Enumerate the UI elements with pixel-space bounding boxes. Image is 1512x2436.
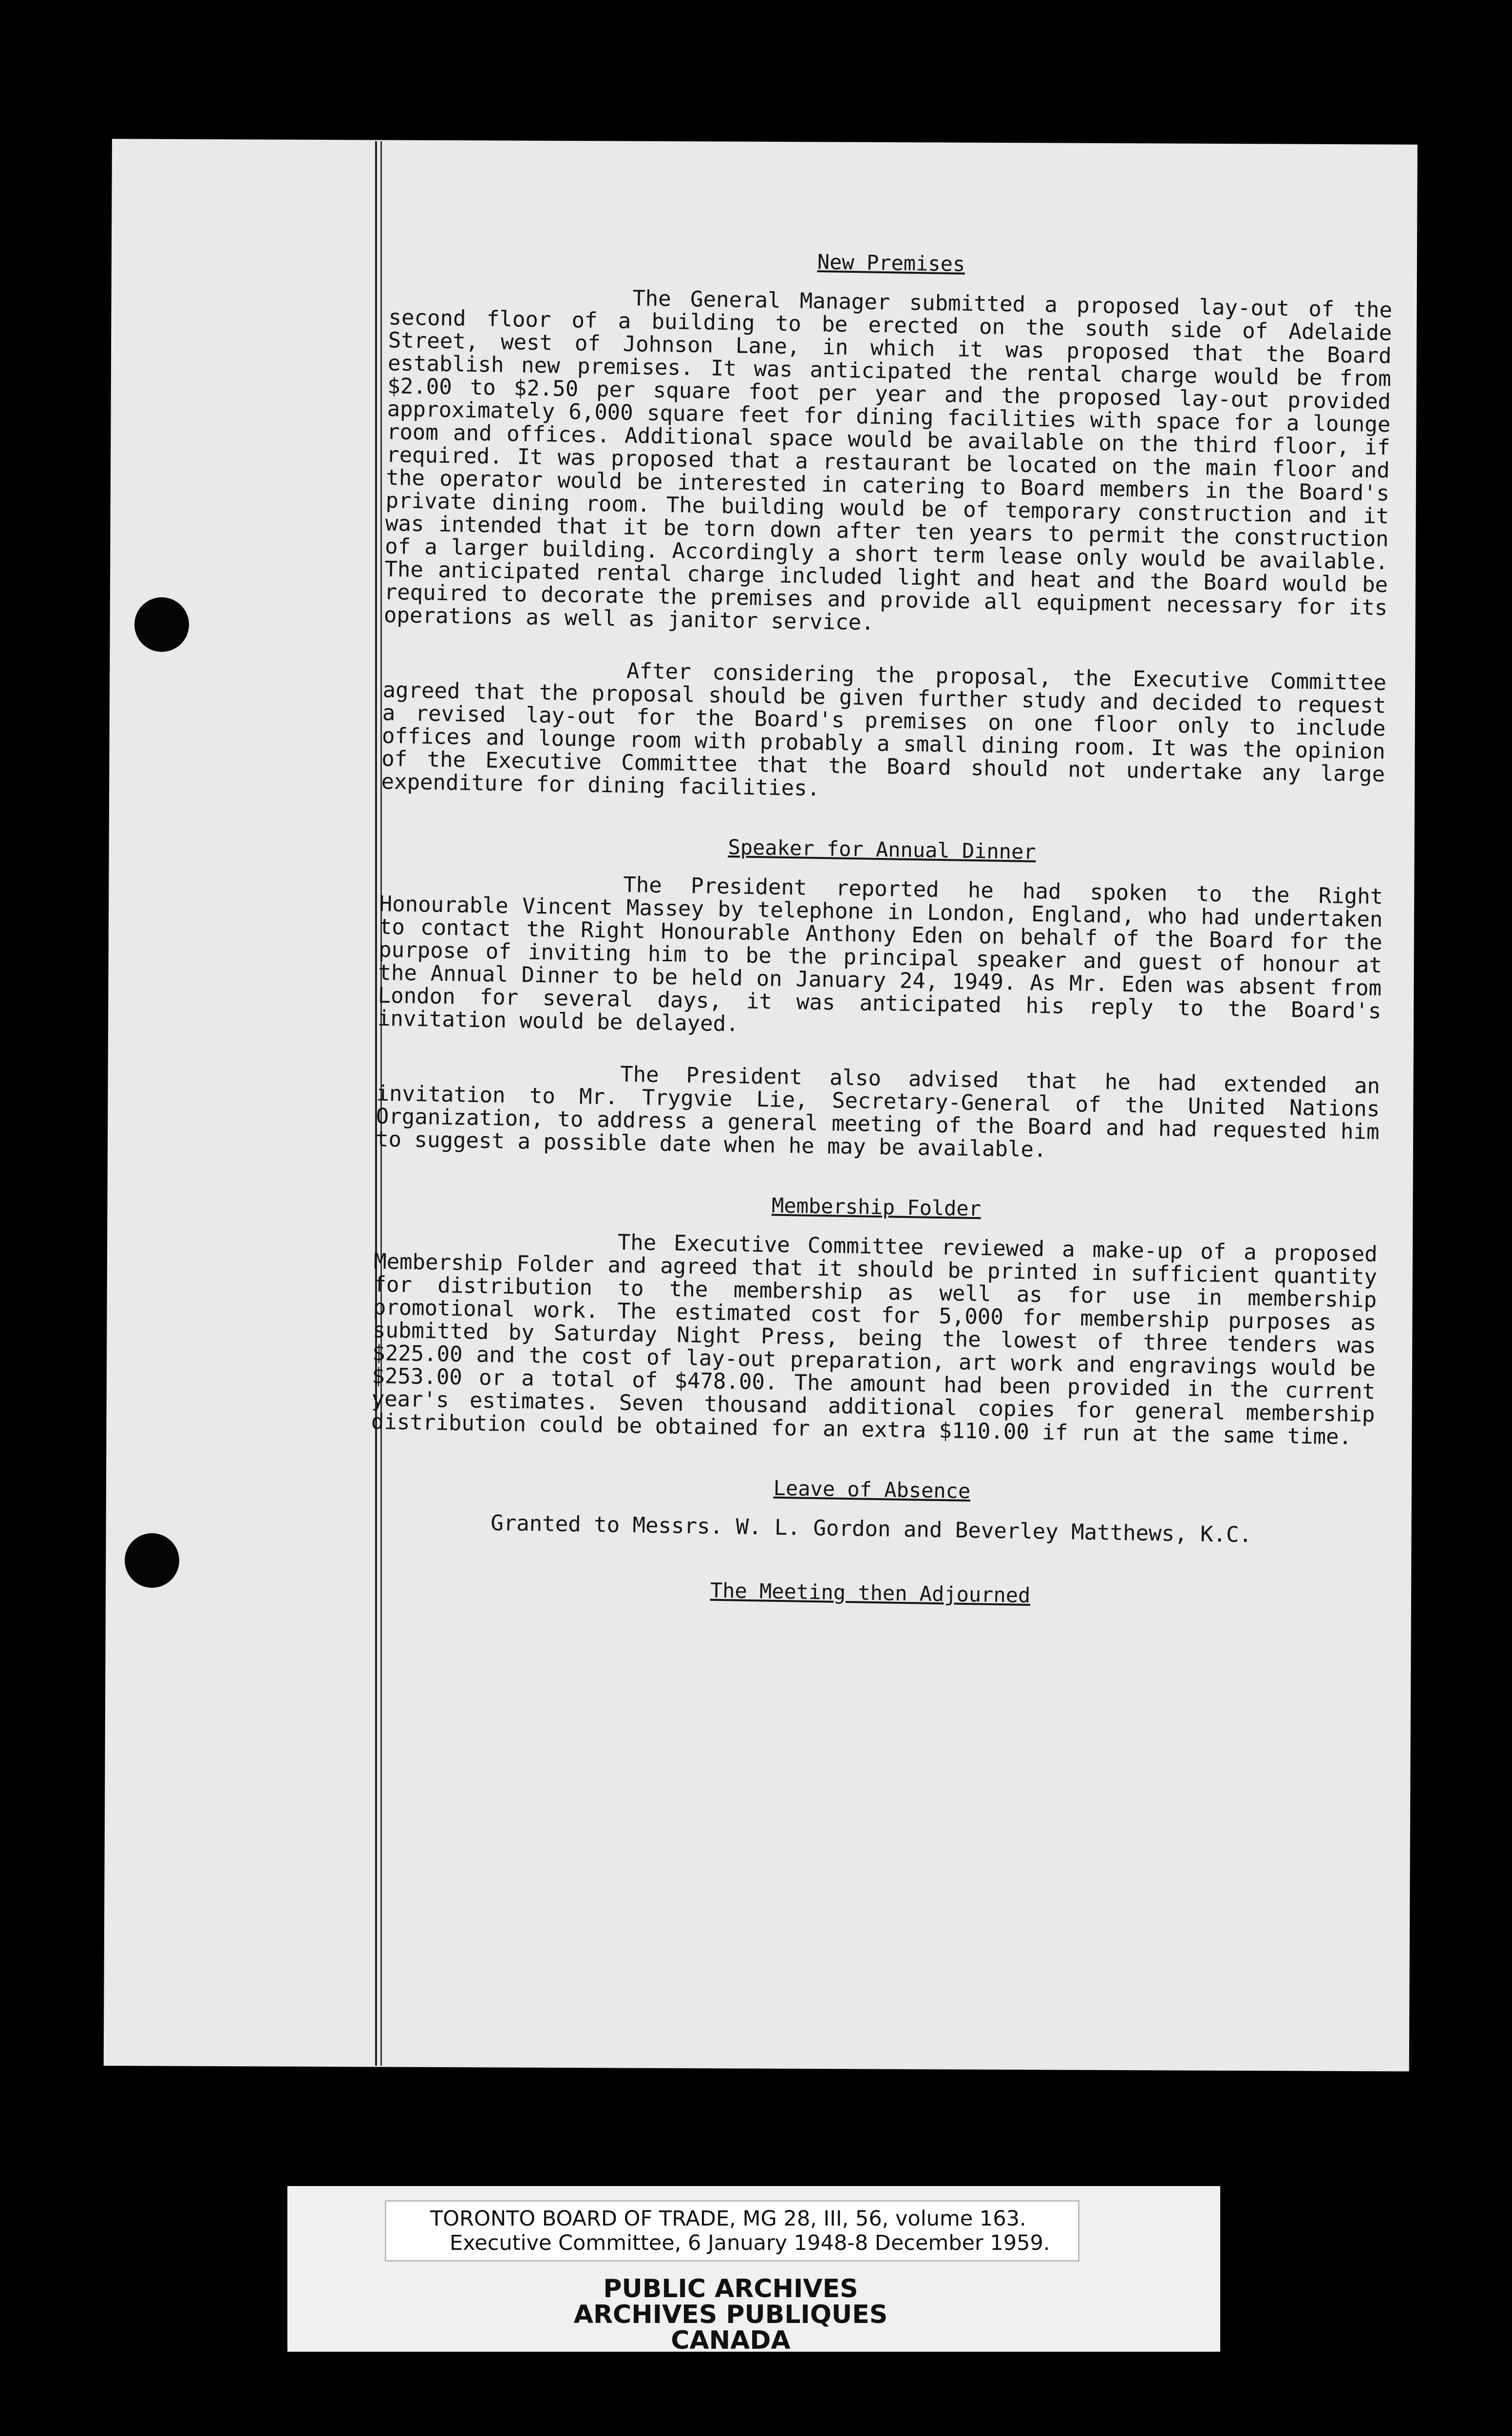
section-heading: Speaker for Annual Dinner [728, 835, 1037, 864]
document-body [368, 244, 1393, 1649]
punch-hole [134, 597, 189, 652]
punch-hole [125, 1533, 179, 1588]
paragraph: After considering the proposal, the Executive Committee agreed that the proposal should be given further study and decided to request a revised lay-out for the Board's premises on one floor only to include offices and lounge room with probably a small dining room. It was the opinion of the Executive Committee that the Board should not undertake any large expenditure for dining facilities. [381, 658, 1387, 801]
reference-line-1: TORONTO BOARD OF TRADE, MG 28, III, 56, volume 163. [430, 2207, 1026, 2231]
reference-line-2: Executive Committee, 6 January 1948-8 December 1959. [450, 2231, 1050, 2255]
archives-line-1: PUBLIC ARCHIVES [603, 2274, 858, 2303]
archives-line-3: CANADA [671, 2326, 791, 2355]
closing-line: The Meeting then Adjourned [710, 1578, 1031, 1607]
section-heading: Membership Folder [771, 1193, 982, 1221]
section-leave-of-absence [368, 1470, 1374, 1612]
archives-line-2: ARCHIVES PUBLIQUES [573, 2300, 888, 2329]
section-membership-folder [371, 1188, 1379, 1449]
paragraph: The President reported he had spoken to the Right Honourable Vincent Massey by telephone in London, England, who had undertaken to contact the Right Honourable Anthony Eden on behalf of the Board for the purpose of inviting him to be the principal speaker and guest of honour at the Annual Dinner to be held on January 24, 1949. As Mr. Eden was absent from London for several days, it was anticipated his reply to the Board's invitation would be delayed. [377, 872, 1383, 1037]
leave-text: Granted to Messrs. W. L. Gordon and Beverley Matthews, K.C. [490, 1510, 1252, 1548]
archive-reference-box [385, 2200, 1079, 2262]
section-heading: New Premises [817, 249, 965, 276]
section-heading: Leave of Absence [773, 1476, 971, 1503]
paragraph: The Executive Committee reviewed a make-up of a proposed Membership Folder and agreed that it should be printed in sufficient quantity for distribution to the membership as well as for use in membership promotional work. The estimated cost for 5,000 for membership purposes as submitted by Saturday Night Press, being the lowest of three tenders was $225.00 and the cost of lay-out preparation, art work and engravings would be $253.00 or a total of $478.00. The amount had been provided in the current year's estimates. Seven thousand additional copies for general membership distribution could be obtained for an extra $110.00 if run at the same time. [371, 1230, 1378, 1450]
section-new-premises [381, 244, 1393, 809]
paragraph: The General Manager submitted a proposed lay-out of the second floor of a building to be erected on the south side of Adelaide Street, west of Johnson Lane, in which it was proposed that the Board establish new premises. It was anticipated the rental charge would be from $2.00 to $2.50 per square foot per year and the proposed lay-out provided approximately 6,000 square feet for dining facilities with space for a lounge room and offices. Additional space would be available on the third floor, if required. It was proposed that a restaurant be located on the main floor and the operator would be interested in catering to Board members in the Board's private dining room. The building would be of temporary construction and it was intended that it be torn down after ten years to permit the construction of a larger building. Accordingly a short term lease only would be available. The anticipated rental charge included light and heat and the Board would be required to decorate the premises and provide all equipment necessary for its operations as well as janitor service. [383, 285, 1393, 635]
section-speaker-annual-dinner [376, 830, 1384, 1166]
paragraph: The President also advised that he had extended an invitation to Mr. Trygvie Lie, Secretary-General of the United Nations Organization, to address a general meeting of the Board and had requested him to suggest a possible date when he may be available. [375, 1062, 1380, 1162]
archives-stamp [511, 2276, 950, 2354]
